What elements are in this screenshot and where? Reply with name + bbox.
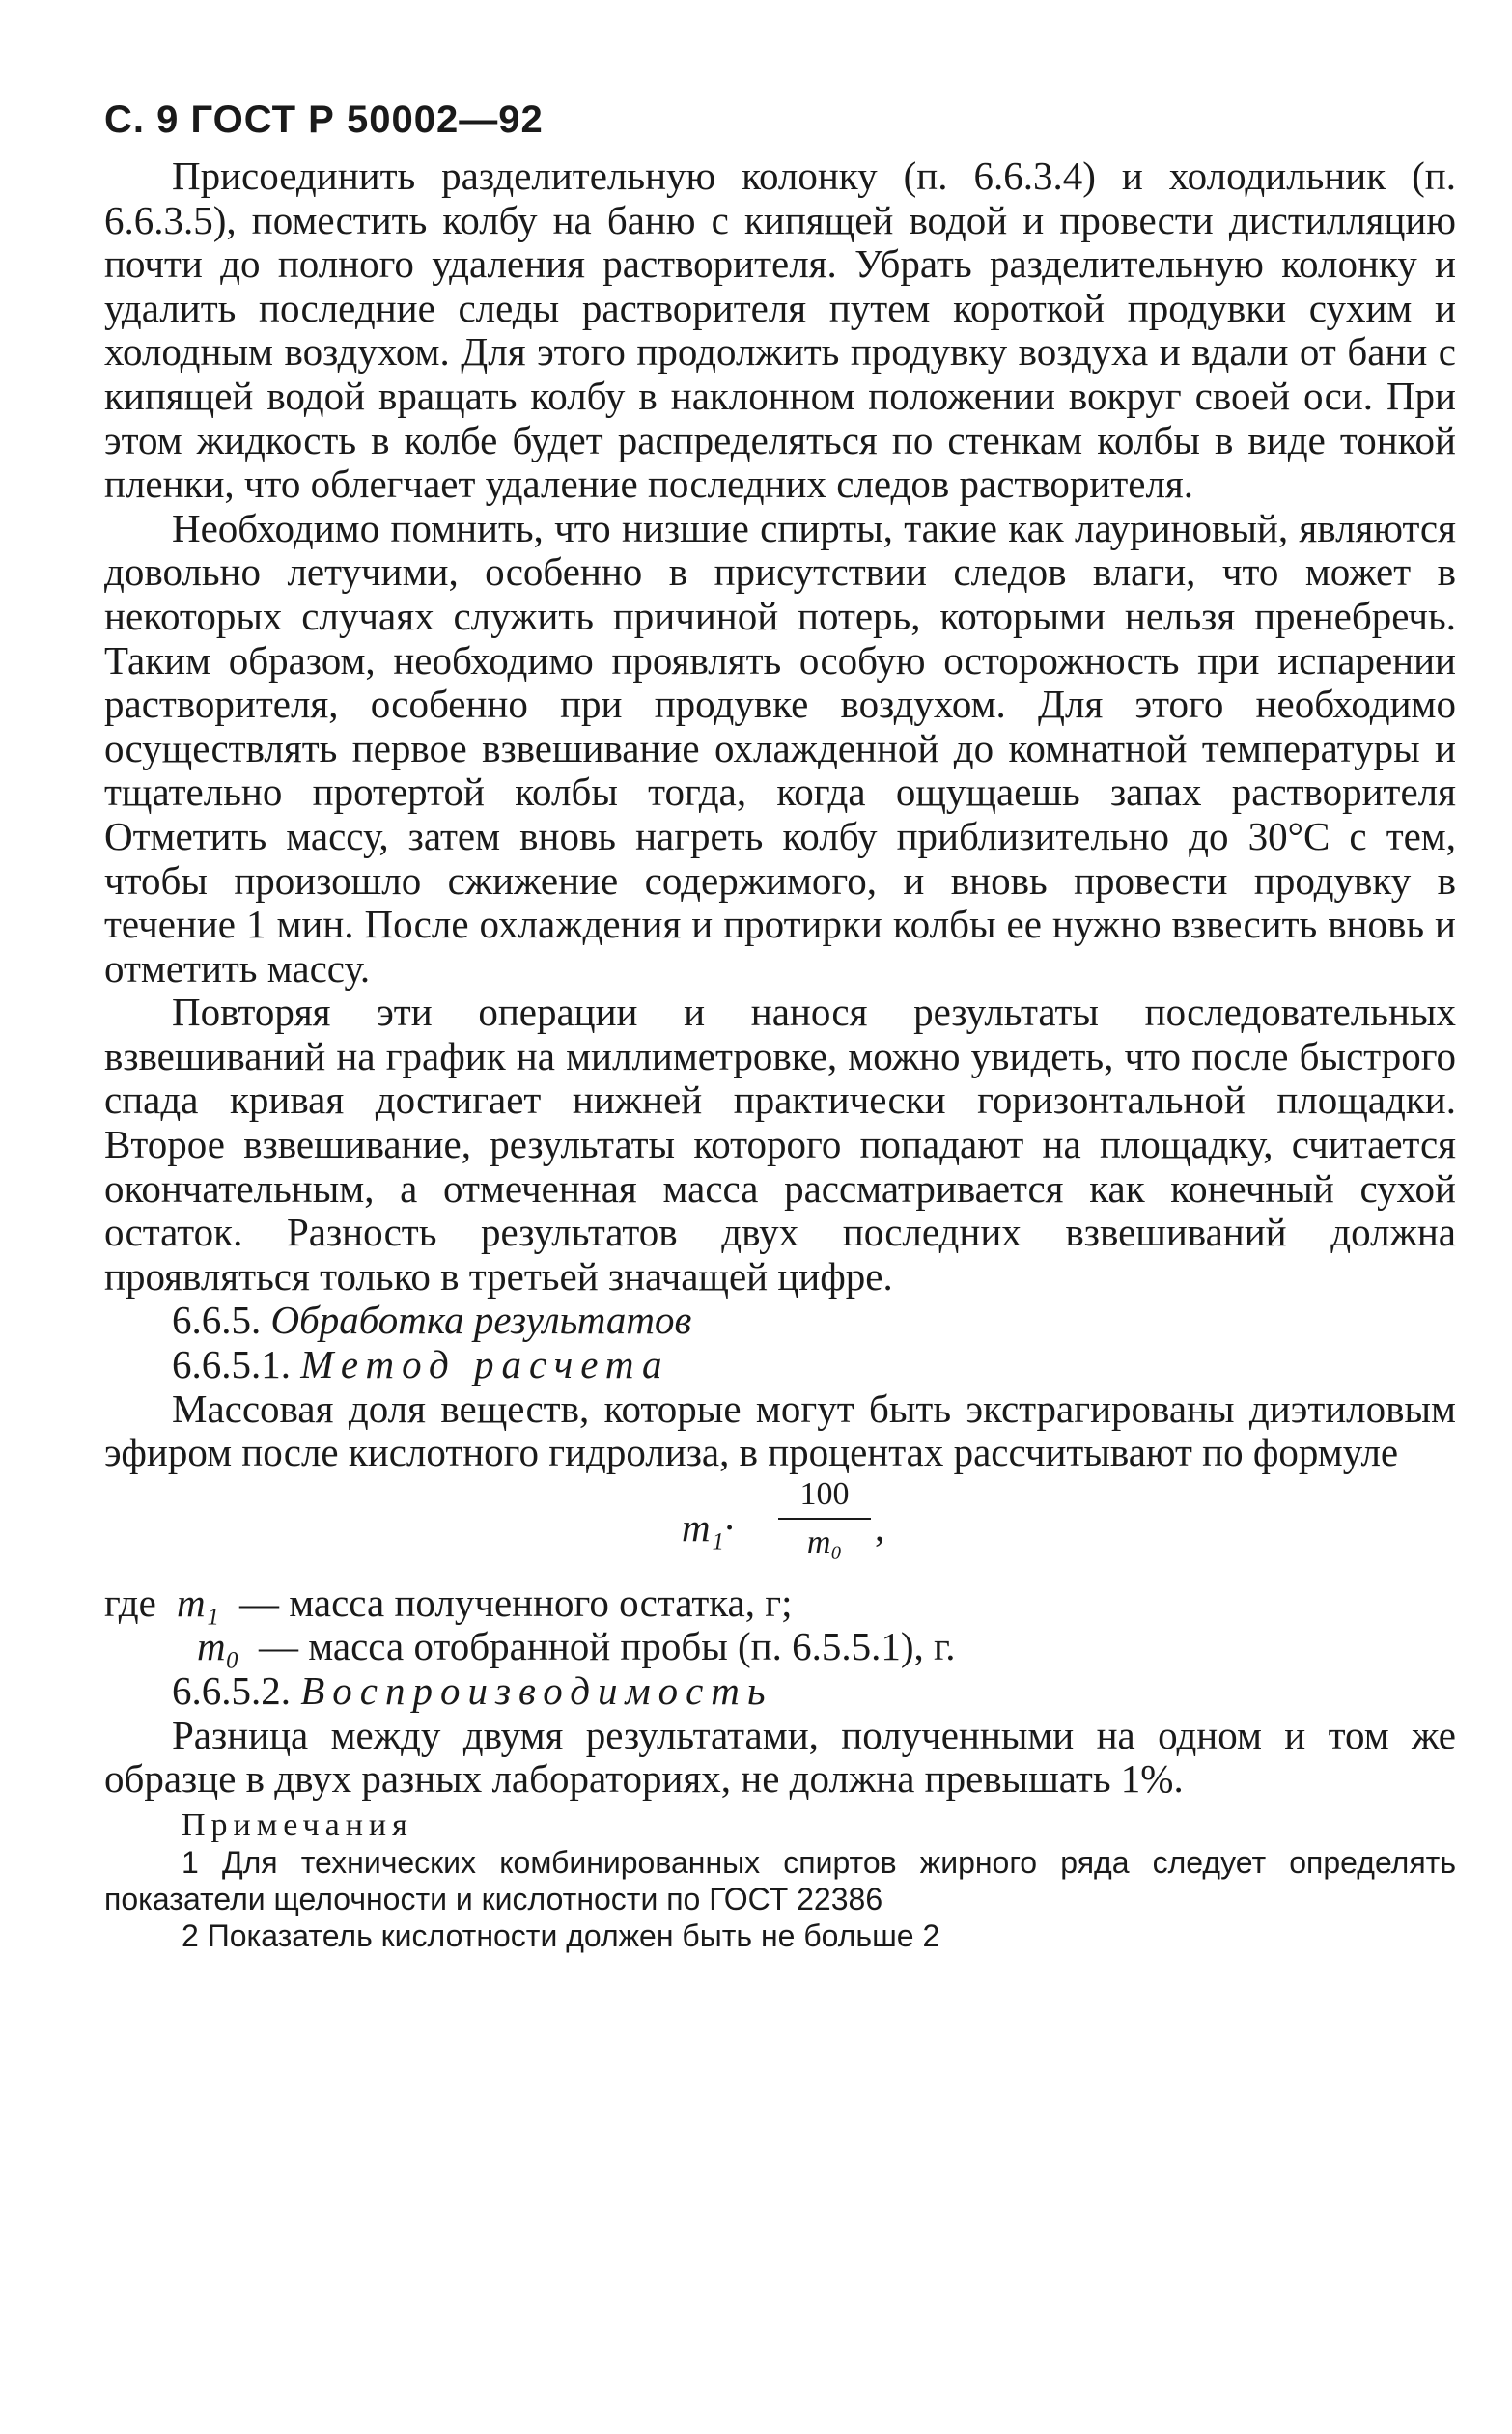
paragraph-weighing: Повторяя эти операции и нанося результаты последовательных взвешиваний на график на миллиметровке, можно увидеть, что после быстрого спада кривая достигает нижней практически горизонтальной площадки. Второе взвешивание, результаты которого попадают на площадку, считается окончательным, а отмеченная масса рассматривается как конечный сухой остаток. Разность результатов двух последних взвешиваний должна проявляться только в третьей значащей цифре. [104,990,1456,1299]
section-title: Обработка результатов [270,1298,692,1343]
variable-symbol: m₁ [177,1580,219,1625]
variable-symbol: m₀ [197,1624,239,1669]
variable-definition-m1 [104,1581,1456,1626]
note-item: 2 Показатель кислотности должен быть не больше 2 [182,1917,940,1953]
fraction-bar [778,1518,871,1520]
document-page [104,97,1456,1954]
paragraph-calculation: Массовая доля веществ, которые могут быть экстрагированы диэтиловым эфиром после кислотного гидролиза, в процентах рассчитывают по формуле [104,1385,1456,1475]
formula-comma: , [875,1504,885,1550]
formula-denominator: m₀ [806,1524,843,1560]
note-item: 1 Для технических комбинированных спиртов жирного ряда следует определять показатели щелочности и кислотности по ГОСТ 22386 [104,1844,1456,1916]
section-heading-6-6-5-2 [104,1669,1456,1714]
section-number: 6.6.5. [172,1298,262,1343]
section-heading-6-6-5 [104,1299,1456,1343]
variable-definition-m0 [104,1625,1456,1669]
paragraph-distillation: Присоединить разделительную колонку (п. 6.6.3.4) и холодильник (п. 6.6.3.5), поместить колбу на баню с кипящей водой и провести дистилляцию почти до полного удаления растворителя. Убрать разделительную колонку и удалить последние следы растворителя путем короткой продувки сухим и холодным воздухом. Для этого продолжить продувку воздуха и вдали от бани с кипящей водой вращать колбу в наклонном положении вокруг своей оси. При этом жидкость в колбе будет распределяться по стенкам колбы в виде тонкой пленки, что облегчает удаление последних следов растворителя. [104,154,1456,507]
section-title: Воспроизводимость [300,1668,773,1713]
formula-factor: m₁· [682,1504,735,1550]
section-number: 6.6.5.1. [172,1342,291,1387]
paragraph-reproducibility: Разница между двумя результатами, полученными на одном и том же образце в двух разных лабораториях, не должна превышать 1%. [104,1712,1456,1802]
mass-fraction-formula [104,1475,1456,1581]
variable-description: — масса полученного остатка, г; [239,1580,793,1625]
section-heading-6-6-5-1 [104,1343,1456,1387]
section-title: Метод расчета [300,1342,670,1387]
where-label: где [104,1580,156,1625]
paragraph-volatility: Необходимо помнить, что низшие спирты, такие как лауриновый, являются довольно летучими, особенно в присутствии следов влаги, что может в некоторых случаях служить причиной потерь, которыми нельзя пренебречь. Таким образом, необходимо проявлять особую осторожность при испарении растворителя, особенно при продувке воздухом. Для этого необходимо осуществлять первое взвешивание охлажденной до комнатной температуры и тщательно протертой колбы тогда, когда ощущаешь запах растворителя Отметить массу, затем вновь нагреть колбу приблизительно до 30°С с тем, чтобы произошло сжижение содержимого, и вновь провести продувку в течение 1 мин. После охлаждения и протирки колбы ее нужно взвесить вновь и отметить массу. [104,505,1456,991]
section-number: 6.6.5.2. [172,1668,291,1713]
variable-description: — масса отобранной пробы (п. 6.5.5.1), г. [259,1624,956,1669]
formula-numerator: 100 [799,1475,850,1512]
page-header: С. 9 ГОСТ Р 50002—92 [104,98,544,141]
notes-title: Примечания [182,1806,413,1843]
formula-fraction [778,1475,871,1562]
